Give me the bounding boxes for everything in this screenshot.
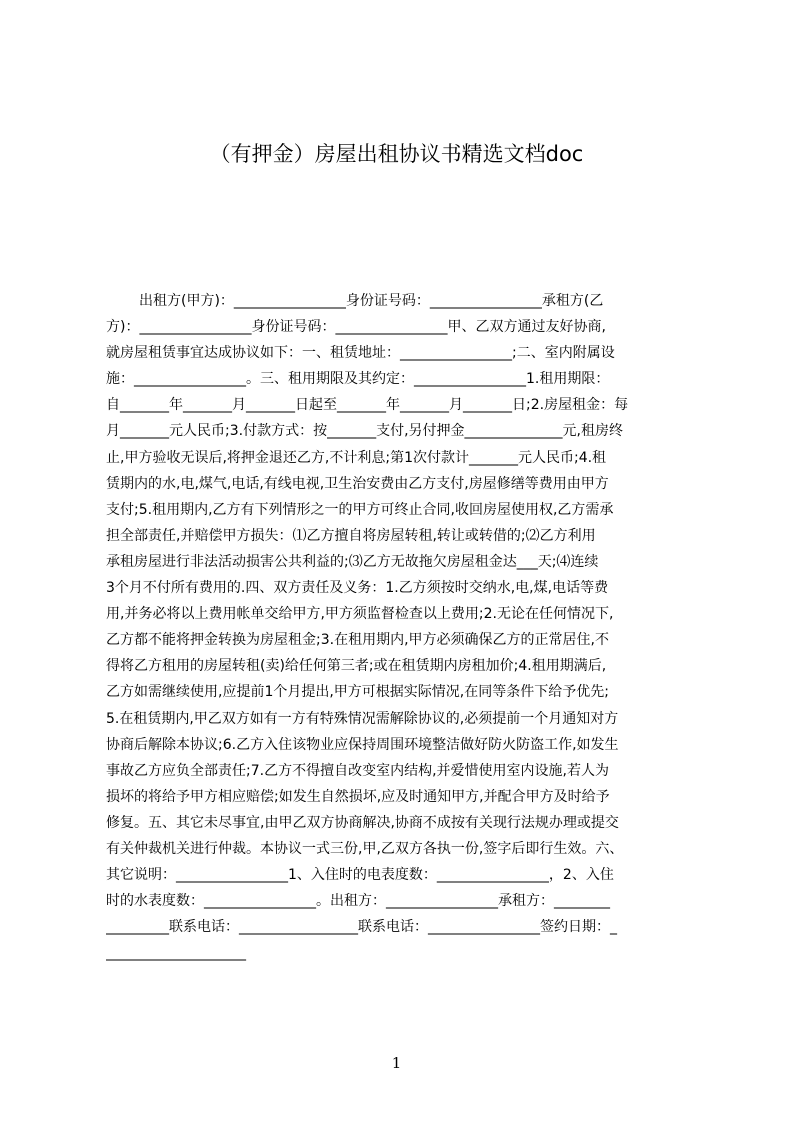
body-line: 承租房屋进行非法活动损害公共利益的;⑶乙方无故拖欠房屋租金达___天;⑷连续 bbox=[106, 553, 599, 570]
body-line: 赁期内的水,电,煤气,电话,有线电视,卫生治安费由乙方支付,房屋修缮等费用由甲方 bbox=[106, 475, 609, 492]
body-line: 就房屋租赁事宜达成协议如下：一、租赁地址：________________;二、室内附属设 bbox=[106, 345, 615, 362]
body-line: 乙方都不能将押金转换为房屋租金;3.在租用期内,甲方必须确保乙方的正常居住,不 bbox=[106, 632, 609, 649]
body-line: 事故乙方应负全部责任;7.乙方不得擅自改变室内结构,并爱惜使用室内设施,若人为 bbox=[106, 762, 609, 779]
body-line: 自_______年_______月_______日起至_______年_______月_______日;2.房屋租金：每 bbox=[106, 397, 629, 414]
body-line: 方)：________________身份证号码：________________甲、乙双方通过友好协商, bbox=[106, 319, 606, 336]
body-line: 得将乙方租用的房屋转租(卖)给任何第三者;或在租赁期内房租加价;4.租用期满后, bbox=[106, 658, 607, 675]
body-line: 支付;5.租用期内,乙方有下列情形之一的甲方可终止合同,收回房屋使用权,乙方需承 bbox=[106, 501, 614, 518]
document-title: （有押金）房屋出租协议书精选文档doc bbox=[209, 142, 584, 166]
body-line: 乙方如需继续使用,应提前1个月提出,甲方可根据实际情况,在同等条件下给予优先; bbox=[106, 684, 609, 701]
body-line: 其它说明：________________1、入住时的电表度数：________________，2、入住 bbox=[106, 867, 614, 884]
body-line: ____________________ bbox=[106, 945, 246, 962]
body-line: 有关仲裁机关进行仲裁。本协议一式三份,甲,乙双方各执一份,签字后即行生效。六、 bbox=[106, 840, 624, 857]
body-line: 修复。五、其它未尽事宜,由甲乙双方协商解决,协商不成按有关现行法规办理或提交 bbox=[106, 814, 619, 831]
body-line: 5.在租赁期内,甲乙双方如有一方有特殊情况需解除协议的,必须提前一个月通知对方 bbox=[106, 710, 619, 727]
page-number: 1 bbox=[391, 1054, 402, 1072]
body-line: 损坏的将给予甲方相应赔偿;如发生自然损坏,应及时通知甲方,并配合甲方及时给予 bbox=[106, 788, 610, 805]
body-line: _________联系电话：_________________联系电话：________________签约日期：_ bbox=[106, 919, 617, 936]
body-line: 止,甲方验收无误后,将押金退还乙方,不计利息;第1次付款计_______元人民币;4.租 bbox=[106, 449, 607, 466]
body-line: 用,并务必将以上费用帐单交给甲方,甲方须监督检查以上费用;2.无论在任何情况下, bbox=[106, 606, 614, 623]
body-line: 出租方(甲方)：________________身份证号码：________________承租方(乙 bbox=[139, 293, 604, 309]
body-line: 3个月不付所有费用的.四、双方责任及义务：1.乙方须按时交纳水,电,煤,电话等费 bbox=[106, 580, 609, 597]
body-line: 协商后解除本协议;6.乙方入住该物业应保持周围环境整洁做好防火防盗工作,如发生 bbox=[106, 736, 619, 753]
body-line: 担全部责任,并赔偿甲方损失：⑴乙方擅自将房屋转租,转让或转借的;⑵乙方利用 bbox=[106, 527, 596, 544]
body-line: 时的水表度数：________________。出租方：________________承租方：________ bbox=[106, 893, 610, 910]
body-line: 月_______元人民币;3.付款方式：按_______支付,另付押金______________元,租房终 bbox=[106, 423, 623, 440]
body-line: 施：________________。三、租用期限及其约定：________________1.租用期限： bbox=[106, 371, 610, 388]
agreement-body bbox=[106, 288, 696, 988]
